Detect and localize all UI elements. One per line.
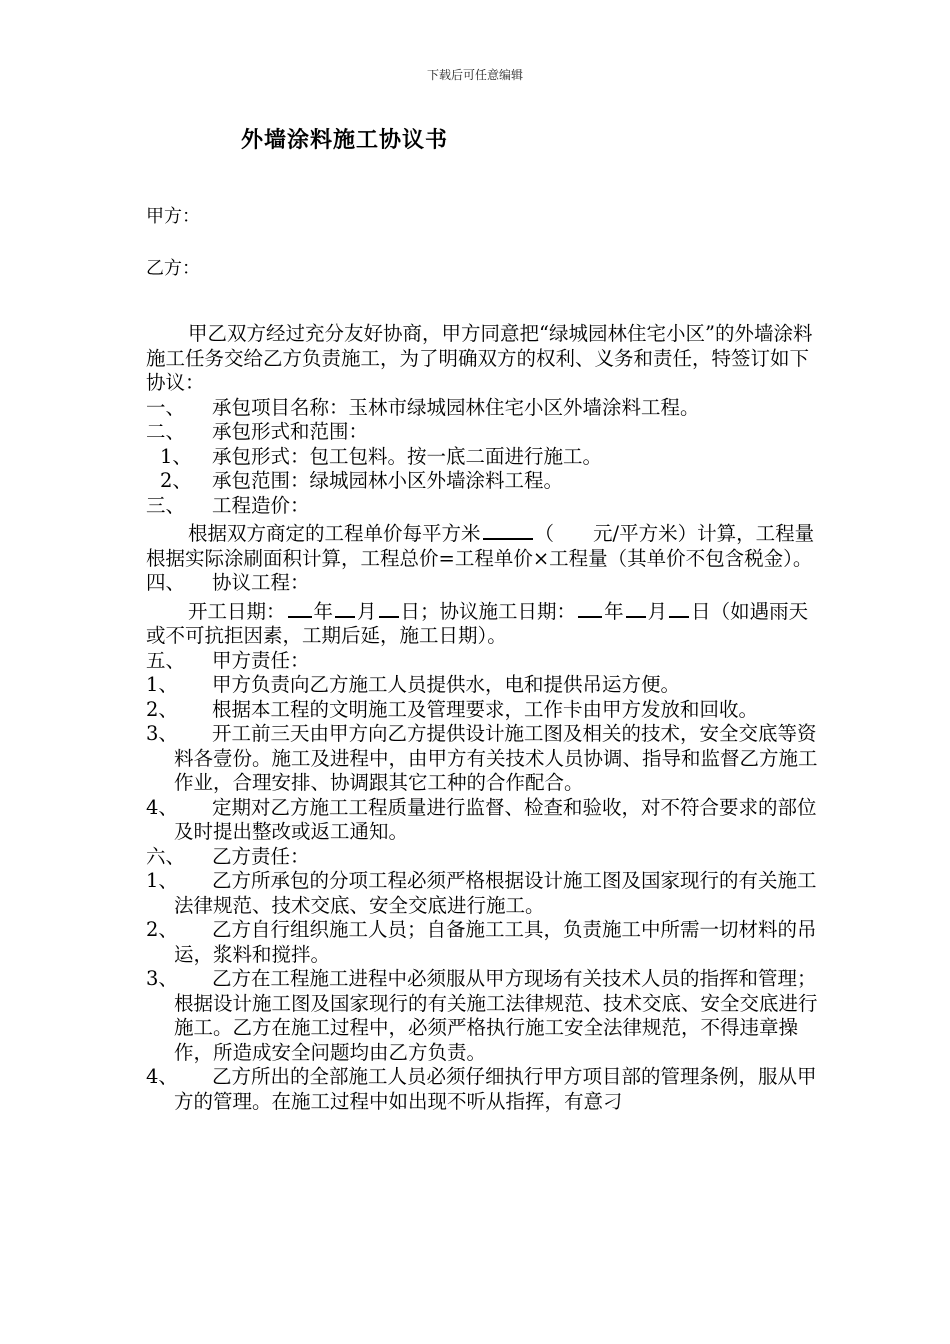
item-number: 1、 [160, 444, 192, 468]
section-number: 三、 [146, 493, 186, 517]
party-b-label: 乙方： [146, 258, 200, 279]
item-text: 开工前三天由甲方向乙方提供设计施工图及相关的技术，安全交底等资料各壹份。施工及进程中，由甲方有关技术人员协调、指导和监督乙方施工作业，合理安排、协调跟其它工种的合作配合。 [174, 722, 818, 794]
start-year-blank [288, 596, 312, 618]
item-text: 承包形式：包工包料。按一底二面进行施工。 [212, 444, 603, 468]
start-date-label: 开工日期： [188, 599, 286, 623]
section-number: 五、 [146, 648, 186, 672]
section-3-paragraph [146, 518, 822, 571]
contract-date-label: 日；协议施工日期： [400, 599, 577, 623]
date-note: 日（如遇雨天或不可抗拒因素，工期后延，施工日期）。 [146, 599, 809, 647]
section-text: 承包形式和范围： [212, 420, 369, 443]
item-number: 1、 [146, 869, 178, 892]
section-text: 工程造价： [212, 493, 310, 517]
section-4 [146, 571, 822, 596]
section-6-item [146, 967, 822, 1065]
section-number: 六、 [146, 844, 186, 868]
item-number: 3、 [146, 967, 178, 990]
party-a-label: 甲方： [146, 206, 200, 227]
item-text: 乙方所出的全部施工人员必须仔细执行甲方项目部的管理条例，服从甲方的管理。在施工过程中如出现不听从指挥，有意刁 [174, 1065, 817, 1113]
section-number: 一、 [146, 395, 186, 419]
end-month-blank [626, 596, 646, 618]
section-6-item [146, 1065, 822, 1114]
item-text: 承包范围：绿城园林小区外墙涂料工程。 [212, 469, 564, 492]
agreement-body [146, 322, 822, 1114]
section-text: 甲方责任： [212, 648, 310, 672]
section-2-item-1 [146, 445, 822, 470]
section-5-item [146, 796, 822, 845]
section-5-item [146, 698, 822, 723]
end-day-blank [669, 596, 689, 618]
section-5-item [146, 722, 822, 796]
item-text: 乙方所承包的分项工程必须严格根据设计施工图及国家现行的有关施工法律规范、技术交底、安全交底进行施工。 [174, 869, 817, 917]
start-day-blank [379, 596, 399, 618]
item-text: 定期对乙方施工工程质量进行监督、检查和验收，对不符合要求的部位及时提出整改或返工通知。 [174, 795, 817, 843]
unit-price-blank [483, 518, 533, 540]
section-6-item [146, 869, 822, 918]
section-5 [146, 649, 822, 674]
item-number: 3、 [146, 722, 178, 745]
intro-paragraph: 甲乙双方经过充分友好协商，甲方同意把“绿城园林住宅小区”的外墙涂料施工任务交给乙方负责施工，为了明确双方的权利、义务和责任，特签订如下协议： [146, 322, 813, 394]
unit-price-rest: （ 元/平方米）计算，工程量根据实际涂刷面积计算，工程总价=工程单价×工程量（其单价不包含税金）。 [146, 522, 815, 570]
end-year-blank [578, 596, 602, 618]
unit-price-lead: 根据双方商定的工程单价每平方米 [188, 522, 481, 545]
page-header-note: 下载后可任意编辑 [426, 68, 523, 82]
section-4-paragraph [146, 596, 822, 649]
item-number: 2、 [146, 697, 178, 721]
section-3 [146, 494, 822, 519]
month-label: 月 [647, 599, 668, 623]
month-label: 月 [357, 599, 377, 623]
item-text: 乙方在工程施工进程中必须服从甲方现场有关技术人员的指挥和管理；根据设计施工图及国家现行的有关施工法律规范、技术交底、安全交底进行施工。乙方在施工过程中，必须严格执行施工安全法律规范，不得违章操作，所造成安全问题均由乙方负责。 [174, 967, 818, 1064]
item-number: 1、 [146, 673, 178, 696]
section-text: 乙方责任： [212, 844, 310, 868]
item-text: 甲方负责向乙方施工人员提供水，电和提供吊运方便。 [212, 673, 681, 696]
item-number: 2、 [160, 469, 192, 492]
section-6-item [146, 918, 822, 967]
item-text: 根据本工程的文明施工及管理要求，工作卡由甲方发放和回收。 [212, 697, 759, 721]
section-text: 承包项目名称：玉林市绿城园林住宅小区外墙涂料工程。 [212, 395, 700, 419]
item-number: 4、 [146, 795, 178, 819]
item-number: 4、 [146, 1065, 178, 1088]
section-2-item-2 [146, 469, 822, 494]
section-6 [146, 845, 822, 870]
document-title: 外墙涂料施工协议书 [241, 127, 449, 153]
item-text: 乙方自行组织施工人员；自备施工工具，负责施工中所需一切材料的吊运，浆料和搅拌。 [174, 918, 817, 966]
item-number: 2、 [146, 918, 178, 941]
year-label: 年 [604, 599, 624, 623]
section-2 [146, 420, 822, 445]
section-text: 协议工程： [212, 571, 310, 594]
section-5-item [146, 673, 822, 698]
section-number: 二、 [146, 420, 186, 443]
start-month-blank [335, 596, 355, 618]
year-label: 年 [313, 599, 334, 623]
section-1 [146, 396, 822, 421]
section-number: 四、 [146, 571, 186, 594]
